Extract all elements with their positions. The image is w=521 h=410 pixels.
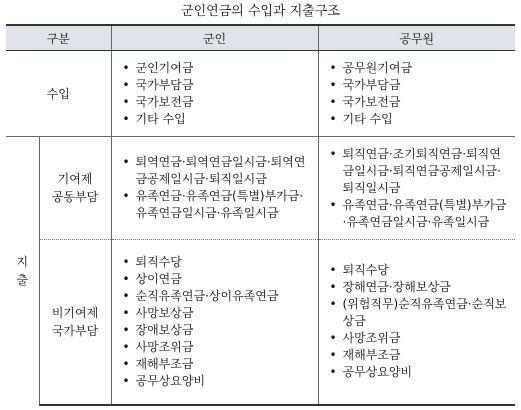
list-item: • 사망조위금 [120, 339, 312, 356]
state-military-cell [111, 240, 318, 405]
list-item: • 군인기여금 [120, 60, 312, 77]
joint-military-list [120, 154, 312, 222]
list-item: • 공무상요양비 [120, 373, 312, 390]
list-item: • 공무원기여금 [327, 60, 510, 77]
joint-label-line1: 기여제 [57, 172, 93, 186]
list-item: • 기타 수입 [327, 111, 510, 128]
header-civil: 공무원 [318, 25, 515, 51]
income-row [6, 51, 515, 137]
joint-label-line2: 공동부담 [51, 190, 99, 204]
list-item: • 장애보상금 [120, 322, 312, 339]
header-military: 군인 [111, 25, 318, 51]
state-label [39, 240, 111, 405]
header-category: 구분 [6, 25, 111, 51]
expense-label-line1: 지 [16, 254, 29, 269]
list-item: • 국가보전금 [327, 94, 510, 111]
joint-civil-list [327, 146, 510, 231]
list-item: • 기타 수입 [120, 111, 312, 128]
list-item: • 유족연금·유족연금(특별)부가금·유족연금일시금·유족일시금 [327, 197, 510, 231]
expense-label-line2: 출 [16, 272, 29, 287]
list-item: • 사망보상금 [120, 305, 312, 322]
list-item: • 상이연금 [120, 271, 312, 288]
joint-civil-cell [318, 137, 515, 240]
state-label-line2: 국가부담 [51, 323, 99, 338]
list-item: • 국가보전금 [120, 94, 312, 111]
list-item: • 퇴직수당 [327, 262, 510, 279]
joint-label [39, 137, 111, 240]
list-item: • 재해부조금 [120, 356, 312, 373]
list-item: • 순직유족연금·상이유족연금 [120, 288, 312, 305]
list-item: • 유족연금·유족연금(특별)부가금·유족연금일시금·유족일시금 [120, 188, 312, 222]
list-item: • 장해연금·장해보상금 [327, 279, 510, 296]
income-military-cell [111, 51, 318, 137]
state-civil-list [327, 262, 510, 381]
expense-label [6, 137, 39, 405]
list-item: • (위험직무)순직유족연금·순직보상금 [327, 296, 510, 330]
list-item: • 국가부담금 [120, 77, 312, 94]
list-item: • 재해부조금 [327, 347, 510, 364]
income-military-list [120, 60, 312, 128]
income-civil-list [327, 60, 510, 128]
income-label: 수입 [46, 87, 70, 101]
state-label-line1: 비기여제 [51, 305, 99, 320]
list-item: • 공무상요양비 [327, 364, 510, 381]
state-civil-cell [318, 240, 515, 405]
income-civil-cell [318, 51, 515, 137]
list-item: • 퇴역연금·퇴역연금일시금·퇴역연금공제일시금·퇴직일시금 [120, 154, 312, 188]
pension-structure-table [6, 24, 515, 406]
state-military-list [120, 254, 312, 390]
list-item: • 퇴직수당 [120, 254, 312, 271]
joint-military-cell [111, 137, 318, 240]
list-item: • 퇴직연금·조기퇴직연금·퇴직연금일시금·퇴직연금공제일시금·퇴직일시금 [327, 146, 510, 197]
list-item: • 사망조위금 [327, 330, 510, 347]
table-title: 군인연금의 수입과 지출구조 [181, 4, 340, 19]
state-row [6, 240, 515, 405]
list-item: • 국가부담금 [327, 77, 510, 94]
header-row [6, 25, 515, 51]
joint-row [6, 137, 515, 240]
